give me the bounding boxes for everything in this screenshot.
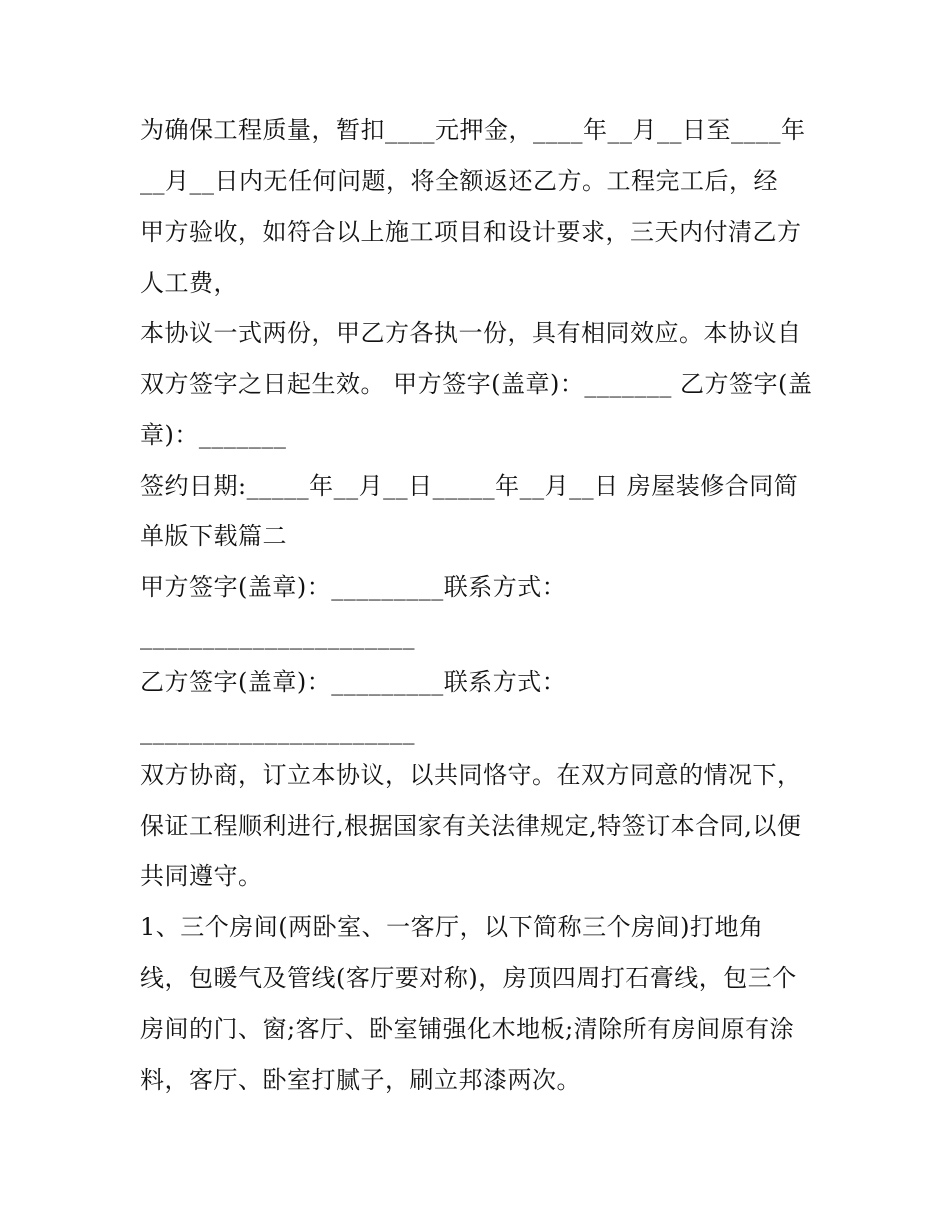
text-line-10: 甲方签字(盖章)：_________联系方式： bbox=[140, 573, 567, 601]
text-line-12: 乙方签字(盖章)：_________联系方式： bbox=[140, 668, 567, 696]
text-line-19: 房间的门、窗;客厅、卧室铺强化木地板;清除所有房间原有涂 bbox=[140, 1015, 795, 1043]
text-line-8: 签约日期:_____年__月__日_____年__月__日 房屋装修合同简 bbox=[140, 472, 799, 500]
text-line-4: 人工费， bbox=[140, 269, 238, 297]
text-line-17: 1、三个房间(两卧室、一客厅，以下简称三个房间)打地角 bbox=[140, 913, 764, 941]
text-line-6: 双方签字之日起生效。 甲方签字(盖章)：_______ 乙方签字(盖 bbox=[140, 370, 813, 398]
text-line-15: 保证工程顺利进行,根据国家有关法律规定,特签订本合同,以便 bbox=[140, 812, 802, 840]
text-line-11: ______________________ bbox=[140, 622, 415, 650]
text-line-16: 共同遵守。 bbox=[140, 862, 263, 890]
text-line-7: 章)：_______ bbox=[140, 421, 287, 449]
text-line-13: ______________________ bbox=[140, 717, 415, 745]
text-line-9: 单版下载篇二 bbox=[140, 522, 287, 550]
text-line-3: 甲方验收，如符合以上施工项目和设计要求，三天内付清乙方 bbox=[140, 218, 802, 246]
text-line-2: __月__日内无任何问题，将全额返还乙方。工程完工后，经 bbox=[140, 167, 778, 195]
text-line-5: 本协议一式两份，甲乙方各执一份，具有相同效应。本协议自 bbox=[140, 319, 802, 347]
text-line-14: 双方协商，订立本协议，以共同恪守。在双方同意的情况下， bbox=[140, 761, 802, 789]
text-line-18: 线，包暖气及管线(客厅要对称)，房顶四周打石膏线，包三个 bbox=[140, 964, 797, 992]
text-line-1: 为确保工程质量，暂扣____元押金，____年__月__日至____年 bbox=[140, 116, 806, 144]
text-line-20: 料，客厅、卧室打腻子，刷立邦漆两次。 bbox=[140, 1066, 581, 1094]
